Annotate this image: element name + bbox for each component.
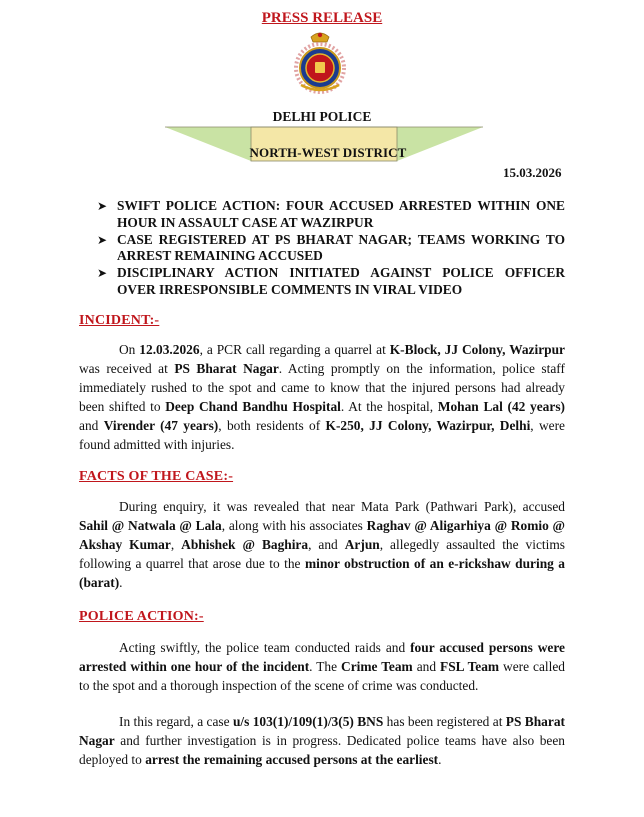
text-run: . At the hospital,	[340, 399, 438, 414]
text-run: and further investigation is in progress. Dedicated police teams have also been deployed to	[79, 733, 565, 767]
text-run: .	[438, 752, 442, 767]
case-registration-paragraph	[79, 712, 565, 769]
bold-run: Mohan Lal (42 years)	[437, 399, 565, 414]
text-run: .	[119, 575, 123, 590]
bold-run: PS Bharat Nagar	[174, 361, 279, 376]
text-run: and	[412, 659, 441, 674]
text-run: has been registered at	[383, 714, 506, 729]
text-run: were called to the spot and a thorough inspection of the scene of crime was conducted.	[79, 659, 565, 693]
text-run: , both residents of	[218, 418, 326, 433]
police-action-paragraph	[79, 638, 565, 695]
list-item	[97, 265, 565, 298]
delhi-police-emblem-icon	[289, 29, 351, 95]
bold-run: K-250, JJ Colony, Wazirpur, Delhi	[325, 418, 531, 433]
arrow-bullet-icon: ➤	[97, 232, 108, 247]
text-run: During enquiry, it was revealed that near Mata Park (Pathwari Park), accused	[119, 499, 565, 514]
text-run: On	[119, 342, 140, 357]
arrow-bullet-icon: ➤	[97, 199, 108, 213]
bold-run: Crime Team	[341, 659, 413, 674]
incident-heading: INCIDENT:-	[79, 313, 160, 328]
text-run: ,	[170, 537, 182, 552]
list-item	[97, 232, 565, 265]
bold-run: arrest the remaining accused persons at the earliest	[145, 752, 439, 767]
text-run: In this regard, a case	[119, 714, 233, 729]
text-run: and	[79, 418, 104, 433]
bold-run: minor obstruction of an e-rickshaw during a (barat)	[79, 556, 565, 590]
arrow-bullet-icon: ➤	[97, 266, 108, 280]
police-action-heading: POLICE ACTION:-	[79, 609, 204, 624]
highlights-list	[97, 198, 565, 299]
text-run: , allegedly assaulted the victims following a quarrel that arose due to the	[79, 537, 565, 571]
text-run: Acting swiftly, the police team conducted raids and	[119, 640, 411, 655]
bold-run: Virender (47 years)	[103, 418, 219, 433]
bold-run: PS Bharat Nagar	[79, 714, 565, 748]
bold-run: u/s 103(1)/109(1)/3(5) BNS	[232, 714, 384, 729]
press-release-title: PRESS RELEASE	[261, 10, 383, 26]
highlight-text: SWIFT POLICE ACTION: FOUR ACCUSED ARRESTED WITHIN ONE HOUR IN ASSAULT CASE AT WAZIRPUR	[117, 198, 565, 230]
district-name: NORTH-WEST DISTRICT	[249, 145, 407, 160]
bold-run: Raghav @ Aligarhiya @ Romio @ Akshay Kumar	[79, 518, 565, 552]
incident-paragraph	[79, 340, 565, 454]
text-run: . Acting promptly on the information, police staff immediately rushed to the spot and came to know that the injured persons had already been shifted to	[79, 361, 565, 414]
bold-run: FSL Team	[440, 659, 500, 674]
highlight-text: CASE REGISTERED AT PS BHARAT NAGAR; TEAMS WORKING TO ARREST REMAINING ACCUSED	[117, 231, 565, 263]
text-run: , a PCR call regarding a quarrel at	[199, 342, 390, 357]
bold-run: 12.03.2026	[139, 342, 200, 357]
bold-run: Arjun	[344, 537, 380, 552]
facts-heading: FACTS OF THE CASE:-	[79, 469, 234, 484]
bold-run: Abhishek @ Baghira	[181, 537, 309, 552]
release-date: 15.03.2026	[503, 165, 562, 180]
facts-paragraph	[79, 497, 565, 592]
bold-run: four accused persons were arrested within one hour of the incident	[79, 640, 565, 674]
highlight-text: DISCIPLINARY ACTION INITIATED AGAINST POLICE OFFICER OVER IRRESPONSIBLE COMMENTS IN VIRAL VIDEO	[117, 265, 565, 297]
text-run: was received at	[79, 361, 175, 376]
bold-run: K-Block, JJ Colony, Wazirpur	[389, 342, 565, 357]
organization-name: DELHI POLICE	[272, 109, 372, 124]
bold-run: Deep Chand Bandhu Hospital	[165, 399, 341, 414]
text-run: , along with his associates	[221, 518, 367, 533]
text-run: . The	[309, 659, 342, 674]
bold-run: Sahil @ Natwala @ Lala	[79, 518, 222, 533]
text-run: , and	[308, 537, 345, 552]
text-run: , were found admitted with injuries.	[79, 418, 566, 452]
list-item	[97, 198, 565, 231]
